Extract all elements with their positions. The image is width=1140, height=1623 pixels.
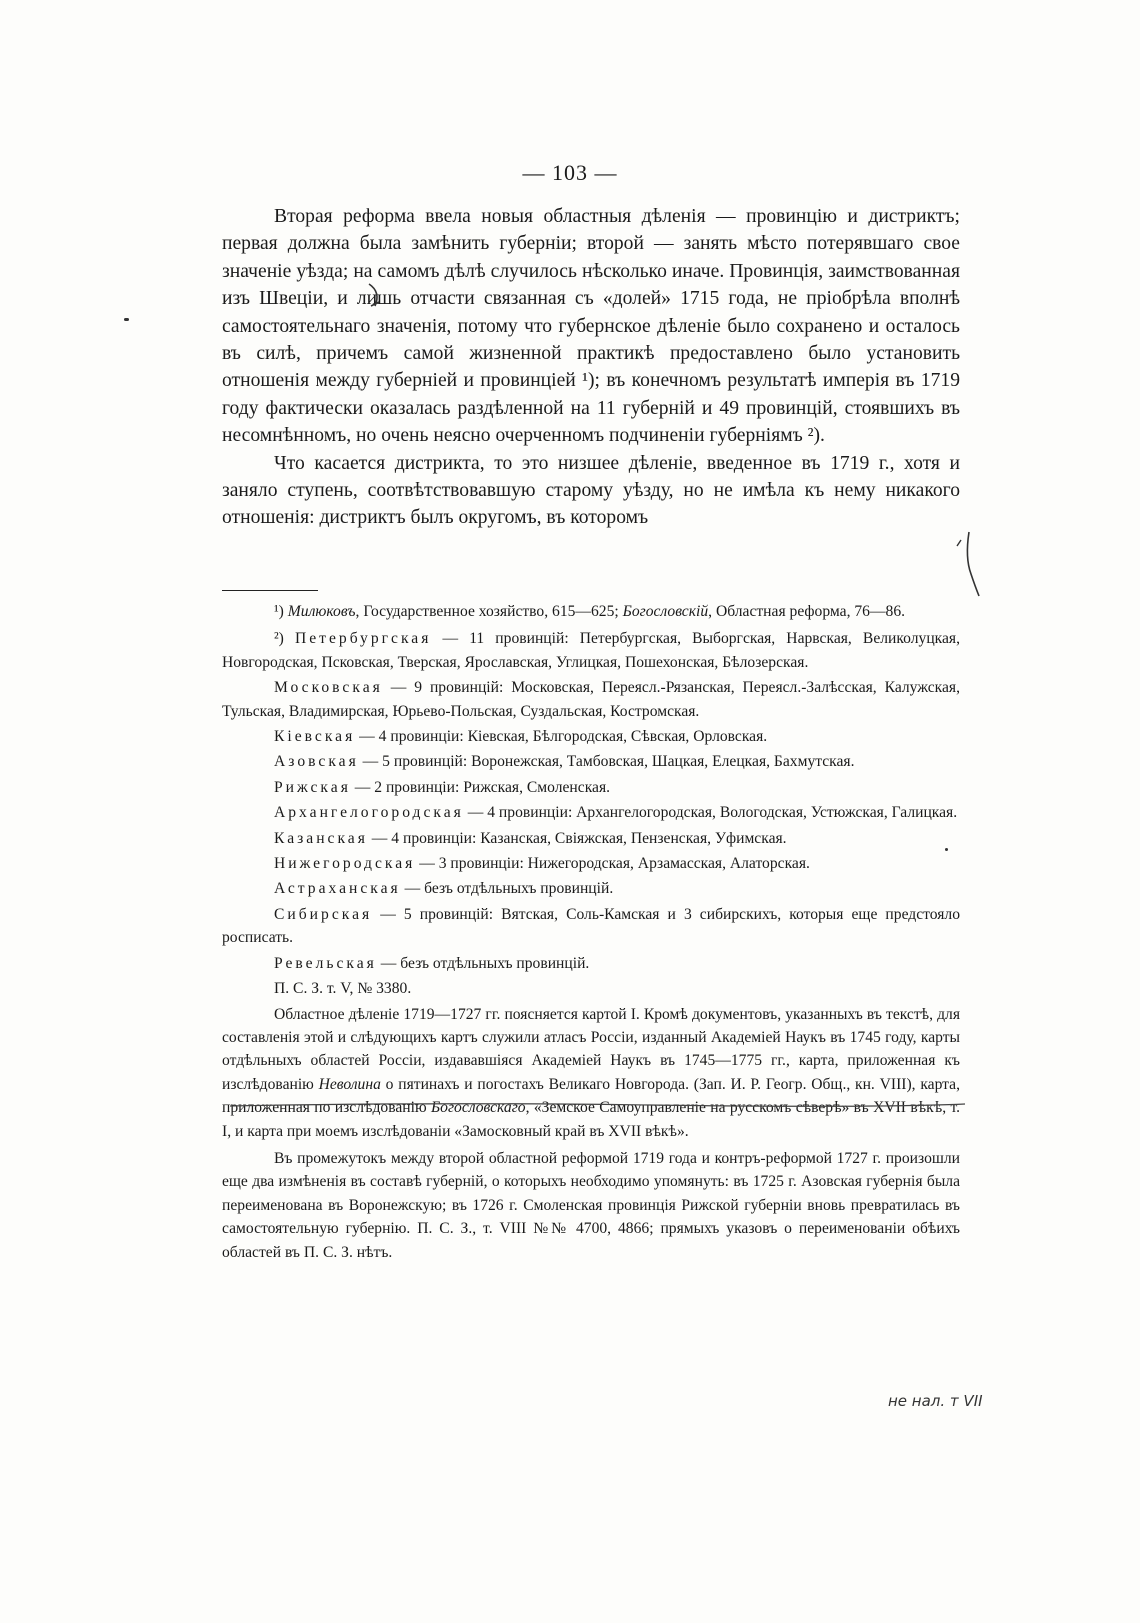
footnote-1	[222, 600, 960, 623]
footnotes	[222, 600, 960, 1268]
governorate-riga	[222, 776, 960, 799]
governorate-moscow	[222, 676, 960, 723]
governorate-provinces: — 3 провинціи: Нижегородская, Арзамасская, Алаторская.	[415, 855, 810, 873]
map-note-part-2: о пятинахъ и погостахъ Великаго Новгорода. (Зап. И. Р. Геогр. Общ., кн. VIII), карта, приложенная по изслѣдованію	[222, 1075, 960, 1117]
governorate-provinces: — 2 провинціи: Рижская, Смоленская.	[350, 778, 611, 796]
governorate-kazan	[222, 827, 960, 850]
map-note	[222, 1003, 960, 1143]
map-note-author-1: Неволина	[318, 1075, 381, 1093]
governorate-name: Ревельская	[274, 954, 377, 972]
handwritten-annotation: не нал. т VII	[888, 1392, 983, 1410]
footnote-divider	[222, 590, 318, 591]
governorate-provinces: — 4 провинціи: Казанская, Свіяжская, Пензенская, Уфимская.	[367, 829, 787, 847]
governorate-kiev	[222, 725, 960, 748]
governorate-astrakhan	[222, 877, 960, 900]
governorate-petersburg	[222, 627, 960, 674]
pencil-underline-mark	[230, 1098, 965, 1110]
governorate-name: Казанская	[274, 829, 368, 847]
governorate-provinces: — 5 провинцій: Вятская, Соль-Камская и 3 сибирскихъ, которыя еще предстояло росписать.	[222, 905, 960, 947]
governorate-provinces: — 9 провинцій: Московская, Переясл.-Рязанская, Переясл.-Залѣсская, Калужская, Тульская, Владимирская, Юрьево-Польская, Суздальская, Костромская.	[222, 679, 960, 720]
governorate-azov	[222, 750, 960, 773]
margin-dot-mark	[124, 318, 129, 321]
governorate-name: Нижегородская	[274, 855, 416, 873]
main-paragraph-1: Вторая реформа ввела новыя областныя дѣленія — провинцію и дистриктъ; первая должна была замѣнить губерніи; второй — занять мѣсто потерявшаго свое значеніе уѣзда; на самомъ дѣлѣ случилось нѣсколько иначе. Провинція, заимствованная изъ Швеціи, и лишь отчасти связанная съ «долей» 1715 года, не пріобрѣла вполнѣ самостоятельнаго значенія, потому что губернское дѣленіе было сохранено и осталось въ силѣ, причемъ самой жизненной практикѣ предоставлено было установить отношенія между губерніей и провинціей ¹); въ конечномъ результатѣ имперія въ 1719 году фактически оказалась раздѣленной на 11 губерній и 49 провинцій, стоявшихъ въ несомнѣнномъ, но очень неясно очерченномъ подчиненіи губерніямъ ²).	[222, 206, 960, 447]
governorate-siberia	[222, 903, 960, 950]
pencil-bracket-mark	[365, 280, 389, 310]
governorate-provinces: — безъ отдѣльныхъ провинцій.	[400, 880, 614, 898]
governorate-name: Азовская	[274, 753, 359, 771]
map-note-part-1: Областное дѣленіе 1719—1727 гг. поясняется картой I. Кромѣ документовъ, указанныхъ въ текстѣ, для составленія этой и слѣдующихъ картъ служили атласъ Россіи, изданный Академіей Наукъ въ 1745 году, карты отдѣльныхъ областей Россіи, издававшіяся Академіей Наукъ въ 1745—1775 гг., карта, приложенная къ изслѣдованію	[222, 1005, 960, 1093]
margin-pencil-mark	[955, 528, 985, 600]
map-note-author-2: Богословскаго	[430, 1099, 526, 1117]
map-note-part-3: , «Земское Самоуправленіе на русскомъ сѣверѣ» въ XVII вѣкѣ, т. I, и карта при моемъ изслѣдованіи «Замосковный край въ XVII вѣкѣ».	[222, 1099, 960, 1140]
governorate-name: Кіевская	[274, 728, 356, 746]
interim-note: Въ промежутокъ между второй областной реформой 1719 года и контръ-реформой 1727 г. произошли еще два измѣненія въ составѣ губерній, о которыхъ необходимо упомянуть: въ 1725 г. Азовская губернія была переименована въ Воронежскую; въ 1726 г. Смоленская провинція Рижской губерніи вновь превратилась въ самостоятельную губернію. П. С. З., т. VIII №№ 4700, 4866; прямыхъ указовъ о переименованіи обѣихъ областей въ П. С. З. нѣтъ.	[222, 1149, 960, 1261]
governorate-name: Астраханская	[274, 880, 401, 898]
governorate-name: Сибирская	[274, 905, 373, 923]
psz-reference: П. С. З. т. V, № 3380.	[274, 980, 412, 998]
footnote-1-text-1: , Государственное хозяйство, 615—625;	[355, 603, 623, 620]
governorate-provinces: — 4 провинціи: Архангелогородская, Вологодская, Устюжская, Галицкая.	[463, 804, 958, 822]
governorate-provinces: — безъ отдѣльныхъ провинцій.	[376, 954, 590, 972]
footnote-1-author-2: Богословскій	[622, 603, 709, 620]
governorate-provinces: — 4 провинціи: Кіевская, Бѣлгородская, Сѣвская, Орловская.	[355, 728, 768, 746]
governorate-nizhny	[222, 852, 960, 875]
governorate-arkhangelsk	[222, 801, 960, 824]
main-text	[222, 203, 960, 532]
footnote-1-text-2: , Областная реформа, 76—86.	[708, 603, 906, 620]
main-paragraph-2: Что касается дистрикта, то это низшее дѣленіе, введенное въ 1719 г., хотя и заняло ступень, соотвѣтствовавшую старому уѣзду, но не имѣла къ нему никакого отношенія: дистриктъ былъ округомъ, въ которомъ	[222, 452, 960, 529]
governorate-provinces: — 11 провинцій: Петербургская, Выборгская, Нарвская, Великолуцкая, Новгородская, Псковская, Тверская, Ярославская, Углицкая, Пошехонская, Бѣлозерская.	[222, 630, 960, 671]
governorate-provinces: — 5 провинцій: Воронежская, Тамбовская, Шацкая, Елецкая, Бахмутская.	[358, 753, 855, 771]
governorate-revel	[222, 952, 960, 975]
governorate-name: Рижская	[274, 778, 351, 796]
margin-dot-mark	[945, 848, 948, 851]
footnote-2-marker: ²)	[274, 630, 284, 648]
footnote-1-author-1: Милюковъ	[287, 603, 356, 620]
governorate-name: Петербургская	[294, 630, 432, 648]
footnote-1-marker: ¹)	[274, 603, 284, 620]
governorate-name: Архангелогородская	[274, 804, 464, 822]
governorate-name: Московская	[274, 679, 383, 697]
page-number: — 103 —	[522, 160, 618, 185]
